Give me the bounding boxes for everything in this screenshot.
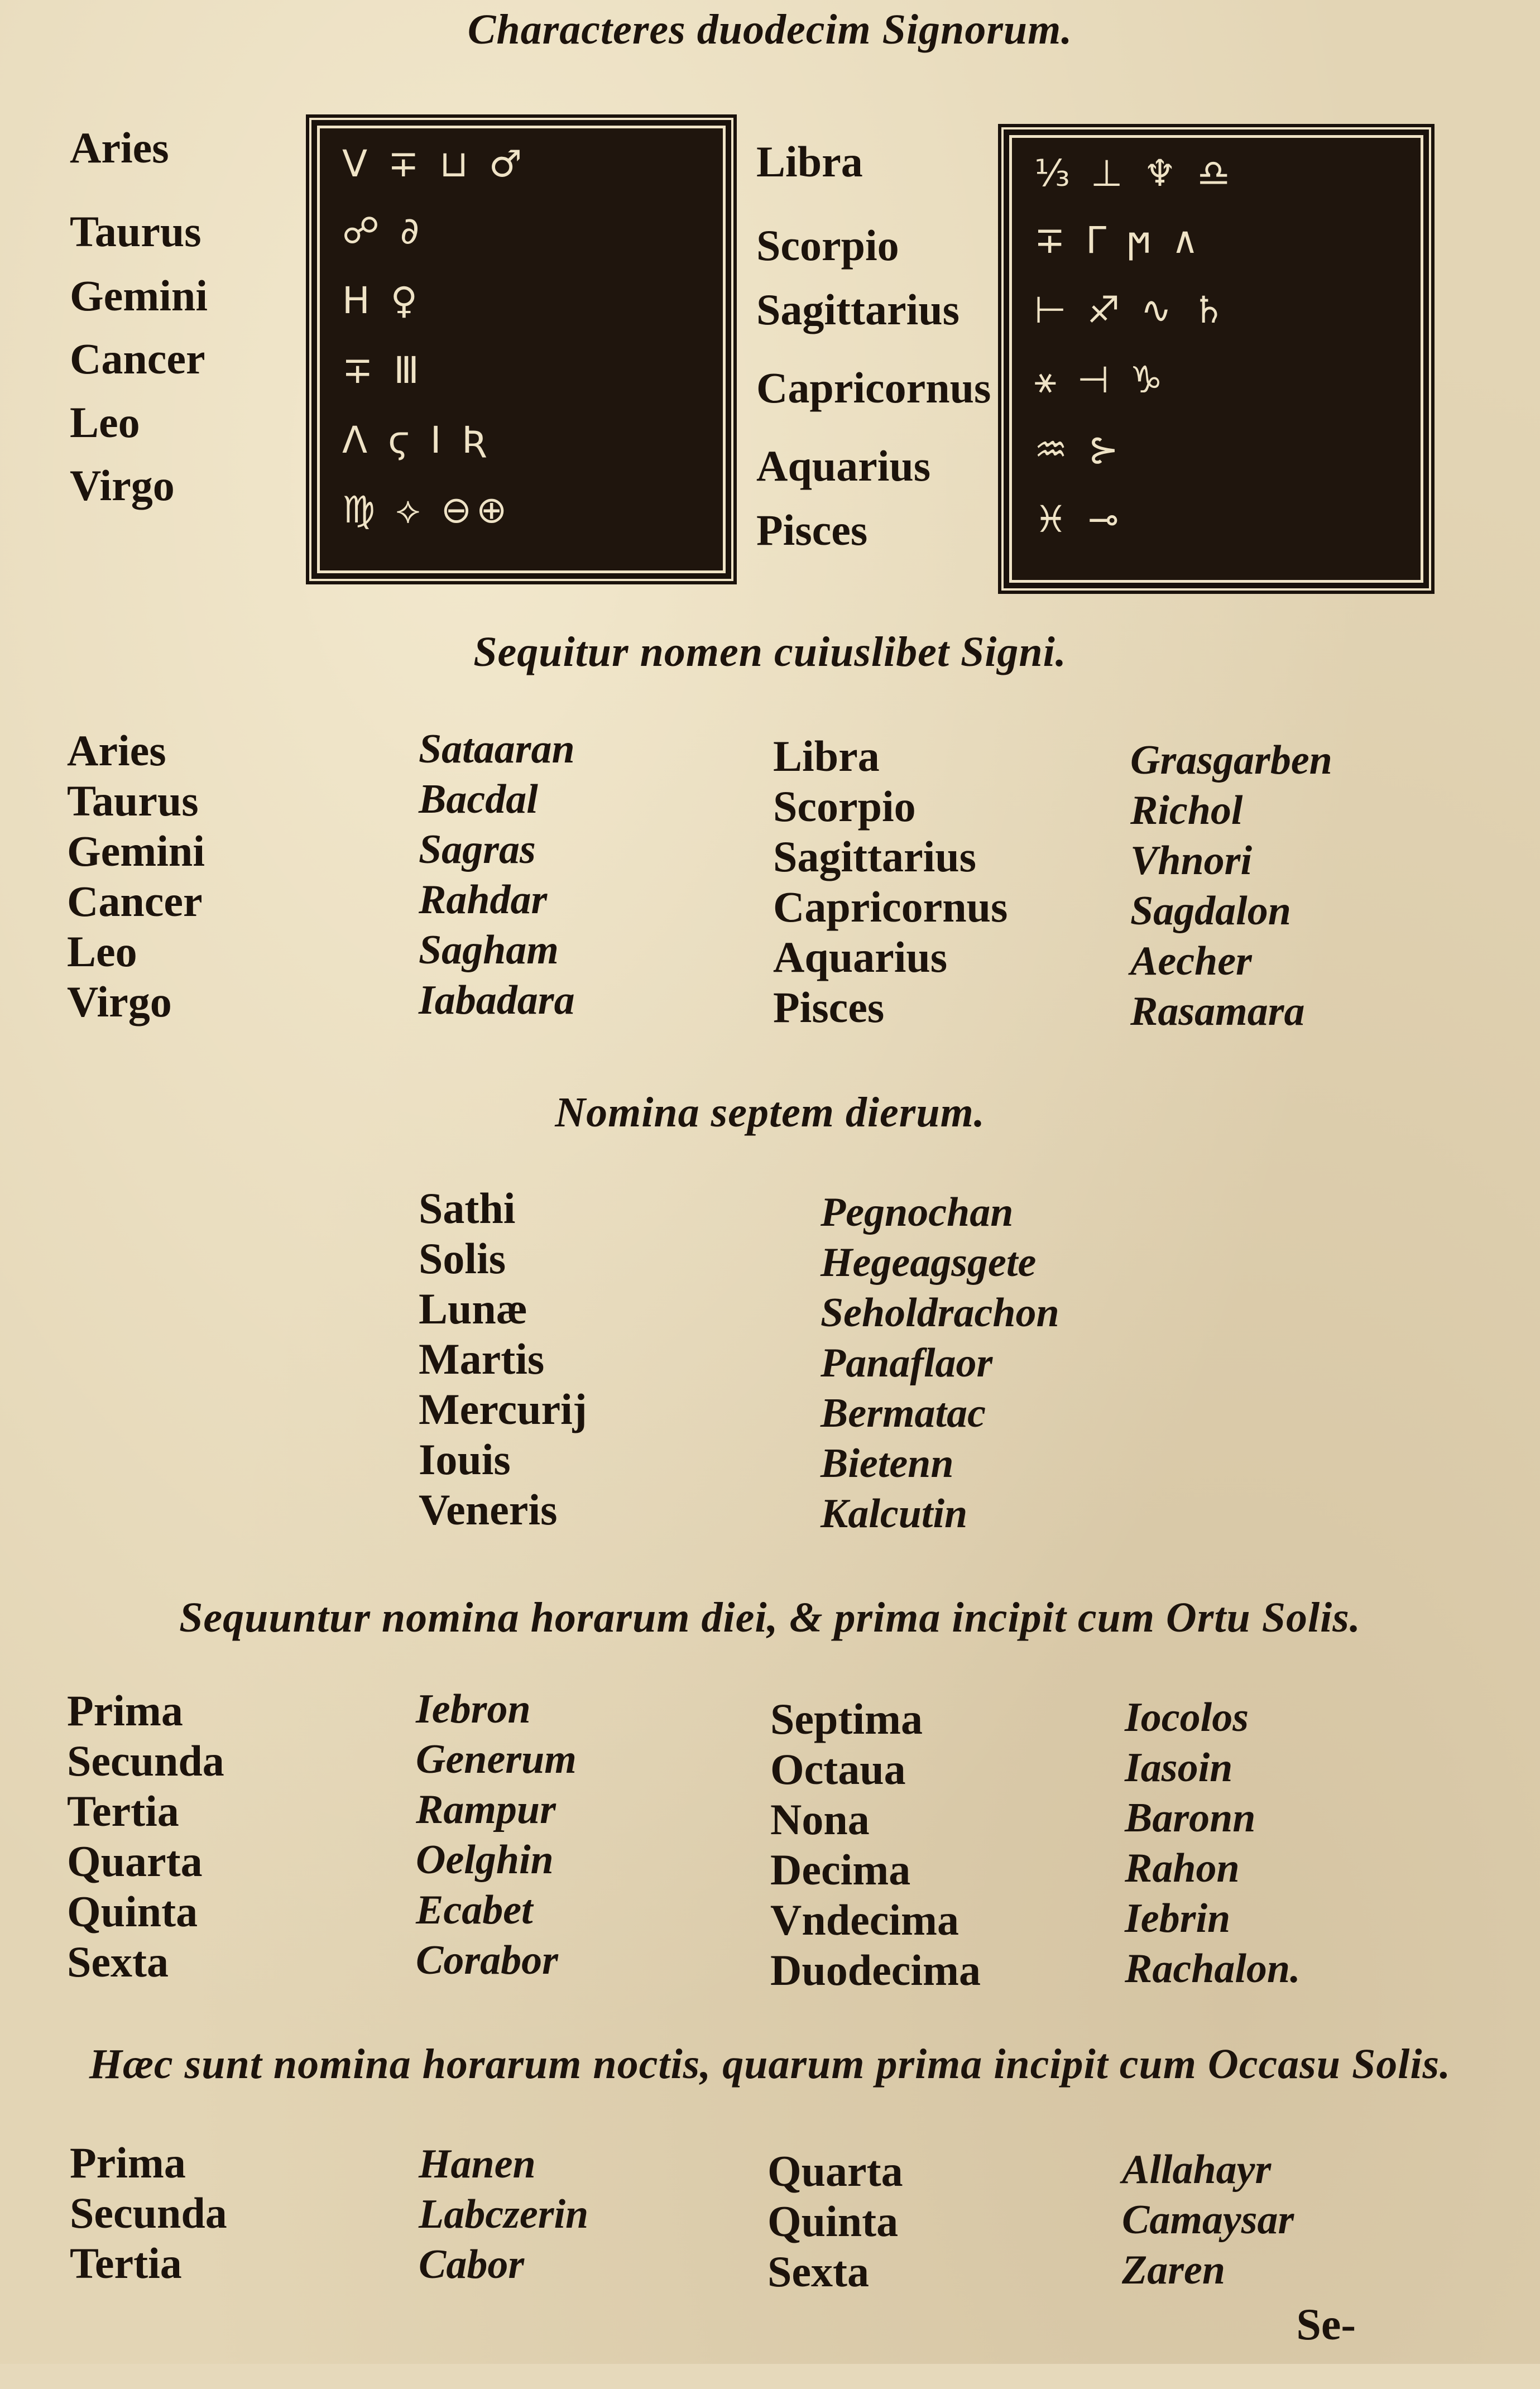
heading-days: Nomina septem dierum. (555, 1089, 985, 1136)
hour-label: Duodecima (770, 1946, 981, 1994)
day-label: Lunæ (419, 1284, 528, 1333)
glyph-row: Λ ϛ Ι Ʀ (342, 419, 492, 462)
heading-night-hours: Hæc sunt nomina horarum noctis, quarum prima incipit cum Occasu Solis. (89, 2041, 1451, 2088)
hour-name: Rampur (416, 1787, 556, 1832)
sign-label: Libra (773, 732, 880, 780)
heading-characters: Characteres duodecim Signorum. (467, 6, 1073, 53)
sign-label: Scorpio (773, 782, 916, 831)
glyph-row: ♓ ⊸ (1034, 498, 1124, 541)
day-name: Hegeagsgete (821, 1240, 1037, 1285)
hour-label: Septima (770, 1695, 923, 1743)
sign-name: Vhnori (1130, 838, 1253, 884)
sign-name: Aecher (1130, 938, 1252, 984)
hour-label: Secunda (67, 1736, 224, 1785)
hour-name: Labczerin (419, 2191, 589, 2237)
hour-name: Iasoin (1125, 1745, 1233, 1791)
hour-name: Generum (416, 1736, 577, 1782)
day-label: Sathi (419, 1184, 516, 1232)
sign-label: Taurus (67, 776, 199, 825)
sign-label: Virgo (67, 977, 172, 1026)
sign-label: Capricornus (756, 363, 991, 412)
characters-woodcut-left (306, 114, 737, 584)
sign-name: Grasgarben (1130, 737, 1332, 783)
day-label: Veneris (419, 1485, 558, 1534)
day-label: Martis (419, 1335, 545, 1383)
hour-name: Camaysar (1122, 2197, 1294, 2243)
sign-name: Sagdalon (1130, 888, 1291, 934)
day-name: Seholdrachon (821, 1290, 1059, 1336)
sign-name: Sagham (419, 927, 559, 973)
hour-label: Prima (67, 1686, 183, 1735)
glyph-row: ⚹ ⊣ ♑ (1034, 358, 1168, 401)
hour-label: Octaua (770, 1745, 906, 1793)
sign-label: Taurus (70, 207, 202, 256)
hour-name: Iebrin (1125, 1896, 1231, 1941)
sign-name: Rahdar (419, 877, 548, 923)
sign-label: Leo (70, 398, 140, 447)
glyph-row: ⅓ ⊥ ♆ ♎ (1034, 152, 1235, 195)
glyph-row: ♍ ⟡ ⊖⊕ (342, 488, 512, 531)
hour-name: Cabor (419, 2242, 525, 2287)
sign-name: Rasamara (1130, 989, 1305, 1034)
day-name: Bermatac (821, 1390, 986, 1436)
glyph-row: ♒ ⊱ (1034, 428, 1124, 471)
day-name: Panaflaor (821, 1340, 993, 1386)
heading-day-hours: Sequuntur nomina horarum diei, & prima incipit cum Ortu Solis. (179, 1594, 1361, 1641)
glyph-row: ∓ Ⅲ (342, 349, 424, 392)
hour-label: Quinta (67, 1887, 198, 1936)
hour-name: Oelghin (416, 1837, 554, 1883)
glyph-row: ☍ ∂ (342, 209, 424, 252)
sign-name: Bacdal (419, 776, 538, 822)
hour-name: Corabor (416, 1937, 558, 1983)
sign-label: Sagittarius (773, 832, 977, 881)
hour-name: Rahon (1125, 1845, 1240, 1891)
sign-label: Gemini (67, 827, 205, 875)
sign-label: Cancer (67, 877, 203, 925)
hour-label: Quarta (767, 2147, 903, 2195)
hour-label: Decima (770, 1845, 911, 1894)
sign-label: Scorpio (756, 221, 899, 270)
catchword: Se- (1296, 2300, 1356, 2349)
hour-label: Prima (70, 2138, 186, 2187)
sign-label: Pisces (773, 983, 885, 1032)
sign-label: Aquarius (773, 933, 948, 981)
hour-name: Allahayr (1122, 2147, 1272, 2193)
hour-label: Quarta (67, 1837, 203, 1886)
sign-name: Iabadara (419, 977, 575, 1023)
day-label: Solis (419, 1234, 506, 1283)
hour-label: Quinta (767, 2197, 899, 2246)
hour-name: Rachalon. (1125, 1946, 1301, 1992)
day-label: Iouis (419, 1435, 511, 1484)
day-name: Bietenn (821, 1441, 954, 1486)
hour-label: Tertia (70, 2239, 182, 2287)
hour-name: Ecabet (416, 1887, 533, 1933)
sign-name: Sataaran (419, 726, 575, 772)
hour-label: Nona (770, 1795, 870, 1844)
glyph-row: H ♀ (342, 279, 422, 322)
sign-label: Capricornus (773, 882, 1008, 931)
hour-name: Zaren (1122, 2247, 1225, 2293)
sign-name: Sagras (419, 827, 536, 872)
sign-label: Virgo (70, 461, 175, 510)
day-name: Pegnochan (821, 1189, 1014, 1235)
sign-label: Sagittarius (756, 285, 960, 334)
glyph-row: ⊢ ♐ ∿ ♄ (1034, 289, 1230, 332)
heading-names-of-signs: Sequitur nomen cuiuslibet Signi. (473, 629, 1067, 675)
sign-label: Gemini (70, 271, 208, 320)
glyph-row: V ∓ ⊔ ♂ (342, 142, 527, 185)
sign-label: Pisces (756, 506, 868, 554)
hour-name: Baronn (1125, 1795, 1256, 1841)
hour-name: Hanen (419, 2141, 536, 2187)
hour-label: Tertia (67, 1787, 179, 1835)
sign-label: Aquarius (756, 442, 931, 490)
sign-name: Richol (1130, 788, 1243, 833)
sign-label: Libra (756, 137, 863, 186)
hour-name: Iocolos (1125, 1695, 1249, 1740)
glyph-row: ∓ Γ ϻ ∧ (1034, 219, 1203, 262)
day-label: Mercurij (419, 1385, 587, 1433)
hour-label: Sexta (67, 1937, 169, 1986)
sign-label: Aries (67, 726, 166, 775)
sign-label: Leo (67, 927, 137, 976)
hour-label: Sexta (767, 2247, 869, 2296)
sign-label: Cancer (70, 334, 205, 383)
hour-label: Secunda (70, 2189, 227, 2237)
characters-woodcut-right (998, 124, 1435, 594)
sign-label: Aries (70, 123, 169, 172)
hour-label: Vndecima (770, 1896, 959, 1944)
hour-name: Iebron (416, 1686, 531, 1732)
day-name: Kalcutin (821, 1491, 968, 1537)
